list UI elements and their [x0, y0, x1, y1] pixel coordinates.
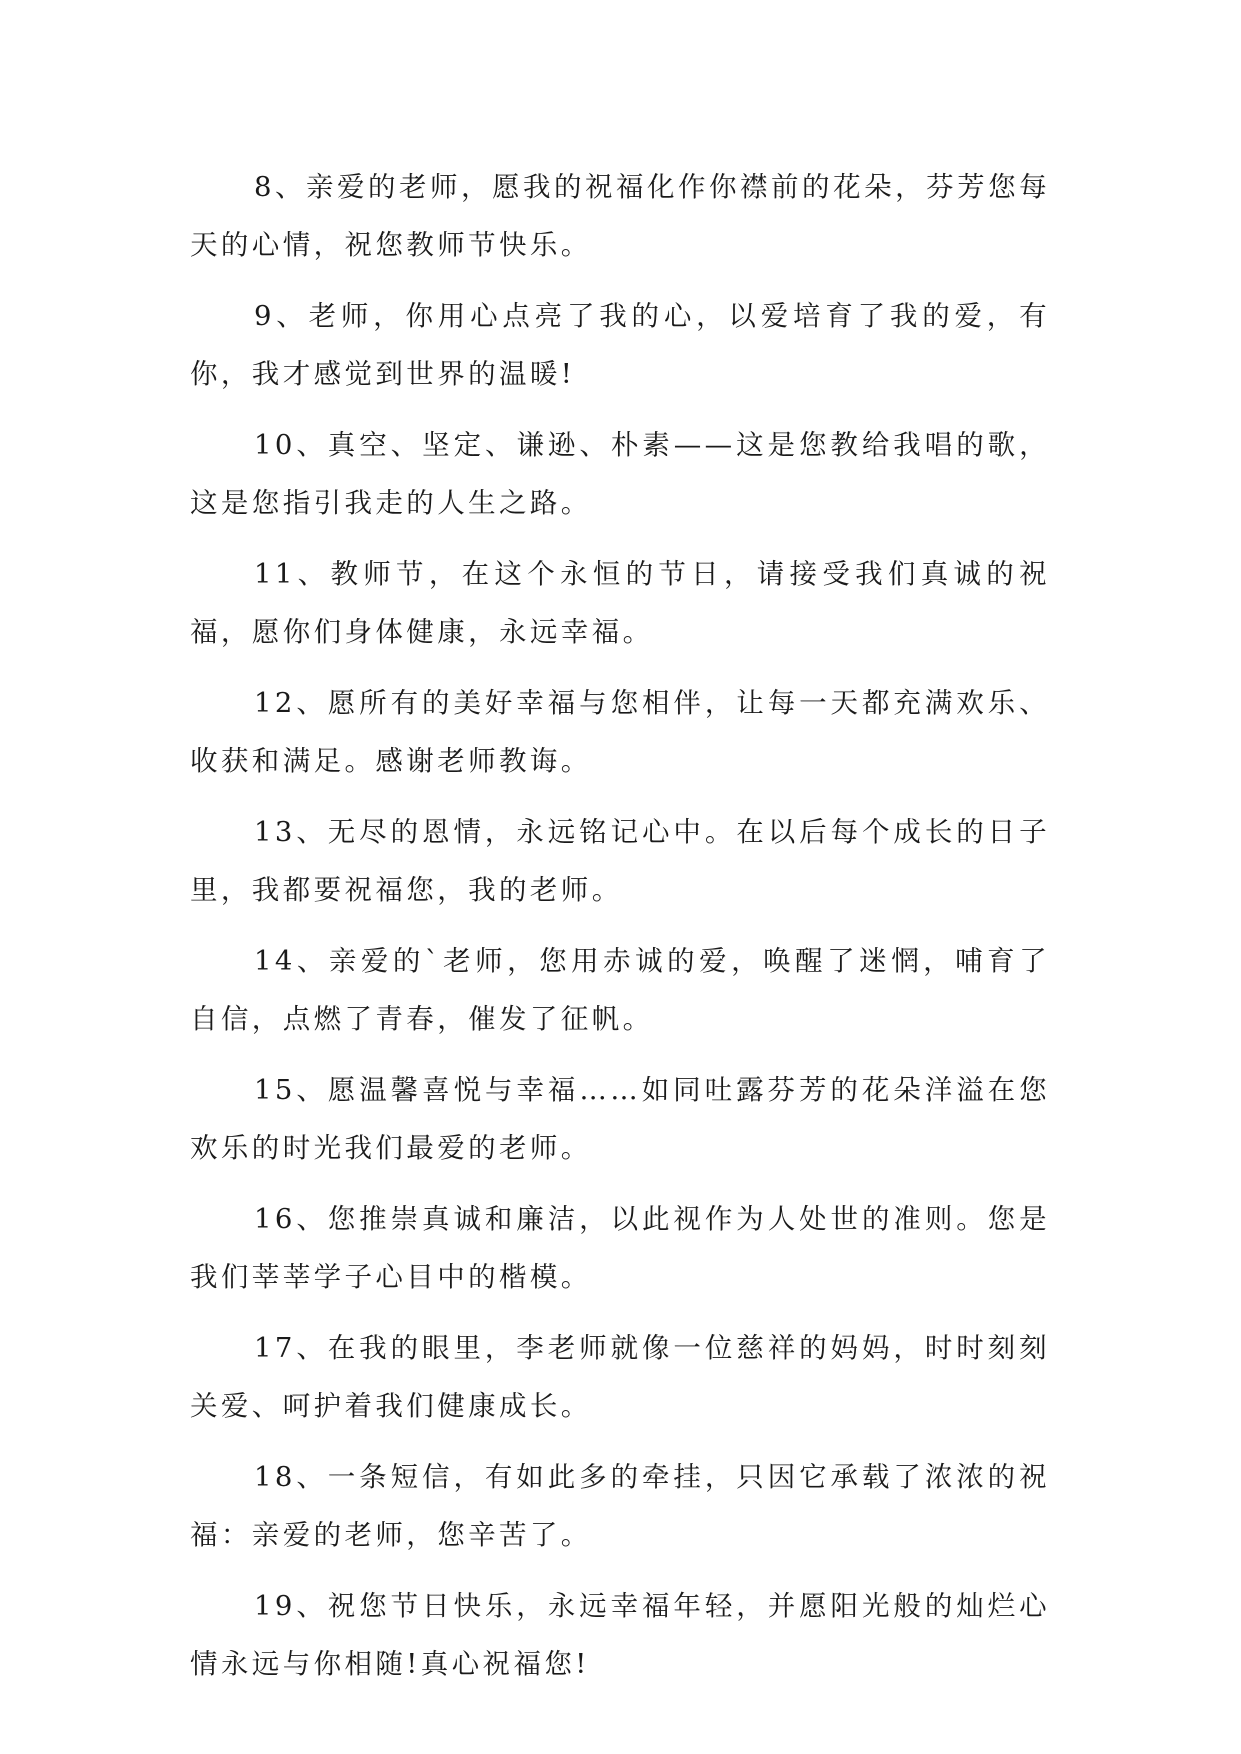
paragraph-15: 15、愿温馨喜悦与幸福……如同吐露芬芳的花朵洋溢在您欢乐的时光我们最爱的老师。: [190, 1074, 1050, 1164]
document-body: [190, 158, 1050, 1706]
paragraph-18: 18、一条短信，有如此多的牵挂，只因它承载了浓浓的祝福：亲爱的老师，您辛苦了。: [190, 1461, 1050, 1551]
paragraph-14: 14、亲爱的`老师，您用赤诚的爱，唤醒了迷惘，哺育了自信，点燃了青春，催发了征帆。: [190, 945, 1050, 1035]
paragraph-16: 16、您推崇真诚和廉洁，以此视作为人处世的准则。您是我们莘莘学子心目中的楷模。: [190, 1203, 1050, 1293]
paragraph-19: 19、祝您节日快乐，永远幸福年轻，并愿阳光般的灿烂心情永远与你相随!真心祝福您!: [190, 1590, 1050, 1680]
paragraph-17: 17、在我的眼里，李老师就像一位慈祥的妈妈，时时刻刻关爱、呵护着我们健康成长。: [190, 1332, 1050, 1422]
paragraph-12: 12、愿所有的美好幸福与您相伴，让每一天都充满欢乐、收获和满足。感谢老师教诲。: [190, 687, 1050, 777]
paragraph-11: 11、教师节，在这个永恒的节日，请接受我们真诚的祝福，愿你们身体健康，永远幸福。: [190, 558, 1050, 648]
paragraph-13: 13、无尽的恩情，永远铭记心中。在以后每个成长的日子里，我都要祝福您，我的老师。: [190, 816, 1050, 906]
paragraph-10: 10、真空、坚定、谦逊、朴素——这是您教给我唱的歌，这是您指引我走的人生之路。: [190, 429, 1050, 519]
paragraph-9: 9、老师，你用心点亮了我的心，以爱培育了我的爱，有你，我才感觉到世界的温暖!: [190, 300, 1050, 390]
paragraph-8: 8、亲爱的老师，愿我的祝福化作你襟前的花朵，芬芳您每天的心情，祝您教师节快乐。: [190, 171, 1050, 261]
